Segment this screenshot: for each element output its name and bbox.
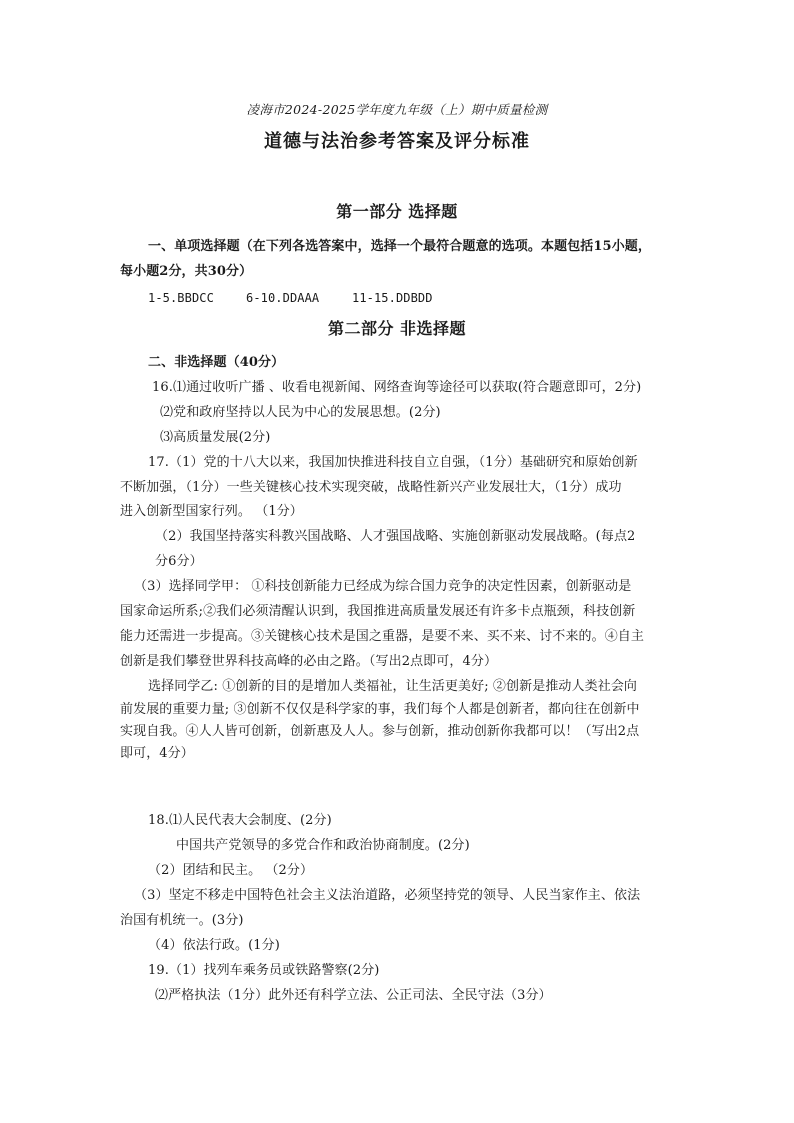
answer-line: 选择同学乙: ①创新的目的是增加人类福祉，让生活更美好; ②创新是推动人类社会向: [148, 679, 638, 694]
answer-line: （3）坚定不移走中国特色社会主义法治道路，必须坚持党的领导、人民当家作主、依法: [134, 888, 641, 903]
part2-section-label: 二、非选择题（40分）: [148, 355, 285, 370]
answer-group-6-10: 6-10.DDAAA: [246, 291, 320, 305]
answer-line: （4）依法行政。(1分): [148, 938, 280, 953]
answer-line: 17.（1）党的十八大以来，我国加快推进科技自立自强，（1分）基础研究和原始创新: [148, 455, 638, 470]
answer-line: 治国有机统一。(3分): [120, 913, 244, 928]
answer-line: 前发展的重要力量; ③创新不仅仅是科学家的事，我们每个人都是创新者，都向往在创新中: [120, 702, 640, 717]
answer-line: 创新是我们攀登世界科技高峰的必由之路。（写出2点即可，4分）: [120, 654, 498, 669]
answer-line: 不断加强，（1分）一些关键核心技术实现突破，战略性新兴产业发展壮大，（1分）成功: [120, 480, 622, 495]
part1-instruction-line2: 每小题2分，共30分）: [120, 264, 253, 279]
answer-line: 国家命运所系;②我们必须清醒认识到，我国推进高质量发展还有许多卡点瓶颈，科技创新: [120, 604, 636, 619]
exam-subtitle: 凌海市2024-2025学年度九年级（上）期中质量检测: [246, 102, 548, 117]
answer-line: ⑵严格执法（1分）此外还有科学立法、公正司法、全民守法（3分）: [155, 988, 552, 1003]
part2-heading: 第二部分 非选择题: [327, 319, 467, 338]
answer-line: 中国共产党领导的多党合作和政治协商制度。(2分): [176, 838, 470, 853]
part1-instruction-line1: 一、单项选择题（在下列各选答案中，选择一个最符合题意的选项。本题包括15小题，: [148, 239, 651, 254]
part1-heading: 第一部分 选择题: [336, 202, 458, 221]
answer-line: ⑵党和政府坚持以人民为中心的发展思想。(2分): [160, 405, 441, 420]
answer-line: 进入创新型国家行列。 （1分）: [120, 504, 303, 519]
answer-line: 分6分）: [155, 554, 203, 569]
answer-group-11-15: 11-15.DDBDD: [352, 291, 433, 305]
answer-line: （3）选择同学甲： ①科技创新能力已经成为综合国力竞争的决定性因素，创新驱动是: [134, 579, 632, 594]
answer-line: 19.（1）找列车乘务员或铁路警察(2分): [148, 963, 380, 978]
document-title: 道德与法治参考答案及评分标准: [264, 131, 530, 152]
answer-group-1-5: 1-5.BBDCC: [148, 291, 214, 305]
answer-line: （2）我国坚持落实科教兴国战略、人才强国战略、实施创新驱动发展战略。(每点2: [155, 529, 636, 544]
answer-line: ⑶高质量发展(2分): [160, 430, 271, 445]
answer-line: 即可，4分）: [120, 746, 194, 761]
answer-line: （2）团结和民主。 （2分）: [148, 863, 314, 878]
answer-line: 实现自我。④人人皆可创新，创新惠及人人。参与创新，推动创新你我都可以！（写出2点: [120, 724, 640, 739]
answer-line: 能力还需进一步提高。③关键核心技术是国之重器，是要不来、买不来、讨不来的。④自主: [120, 629, 645, 644]
answer-line: 16.⑴通过收听广播 、收看电视新闻、网络查询等途径可以获取(符合题意即可，2分): [152, 380, 642, 395]
answer-line: 18.⑴人民代表大会制度、(2分): [148, 813, 332, 828]
